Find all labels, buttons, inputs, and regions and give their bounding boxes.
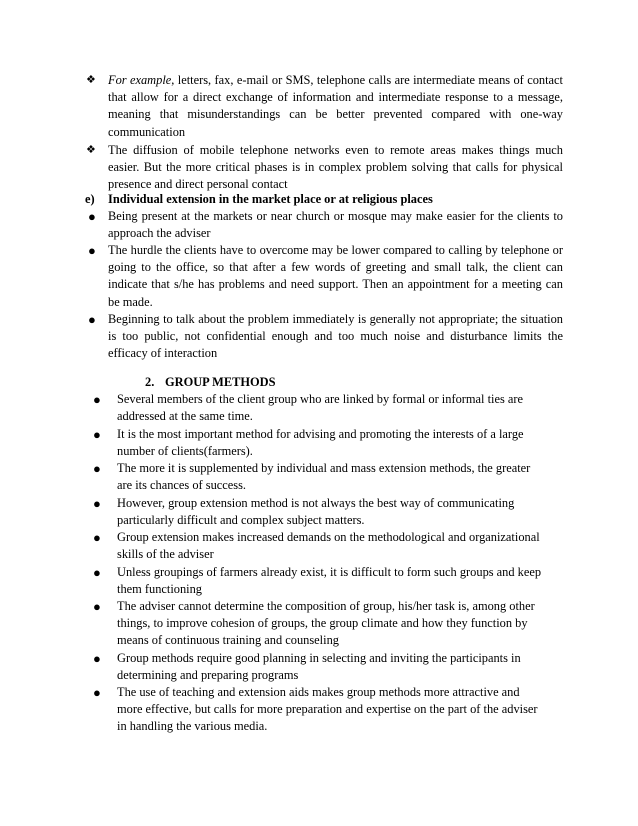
bullet-icon: ● xyxy=(93,650,101,666)
list-item xyxy=(0,529,638,564)
list-item xyxy=(0,598,638,650)
bullet-icon: ● xyxy=(88,243,96,258)
list-item-text: Unless groupings of farmers already exist, it is difficult to form such groups and keep them functioning xyxy=(117,564,542,596)
list-item xyxy=(0,208,638,242)
list-item xyxy=(0,311,638,363)
bullet-icon: ● xyxy=(93,495,101,511)
diamond-list xyxy=(0,72,638,194)
list-item-text: Beginning to talk about the problem immediately is generally not appropriate; the situation is too public, not confidential enough and too much noise and disturbance limits the efficacy of interaction xyxy=(108,312,563,361)
list-item-text: The hurdle the clients have to overcome may be lower compared to calling by telephone or going to the office, so that after a few words of greeting and small talk, the client can indicate that s/he has problems and need support. Then an appointment for a meeting can be made. xyxy=(108,243,563,309)
subheading-text: Individual extension in the market place or at religious places xyxy=(108,192,433,206)
list-item-text: The adviser cannot determine the composition of group, his/her task is, among other things, to improve cohesion of groups, the group climate and how they function by means of continuous training and counseling xyxy=(117,599,535,648)
subheading-label: e) xyxy=(85,192,95,206)
list-item xyxy=(0,650,638,685)
list-item xyxy=(0,426,638,461)
bullet-icon: ● xyxy=(93,599,101,614)
group-methods-list xyxy=(0,391,638,736)
list-item xyxy=(0,684,638,736)
list-item-text: Group extension makes increased demands on the methodological and organizational skills of the adviser xyxy=(117,530,540,562)
list-item xyxy=(0,72,638,142)
bullet-list xyxy=(0,208,638,363)
bullet-icon: ● xyxy=(93,392,101,407)
list-item-text: The use of teaching and extension aids makes group methods more attractive and more effective, but calls for more preparation and expertise on the part of the adviser in handling the various media. xyxy=(117,685,538,734)
list-item xyxy=(0,495,638,530)
subheading xyxy=(0,191,638,209)
bullet-icon: ● xyxy=(88,312,96,327)
list-item-text: For example, letters, fax, e-mail or SMS, telephone calls are intermediate means of contact that allow for a direct exchange of information and intermediate response to a message, meaning that misunderstandings can be better prevented compared with one-way communication xyxy=(108,73,563,139)
bullet-icon: ● xyxy=(93,530,101,545)
list-item-text: However, group extension method is not always the best way of communicating particularly difficult and complex subject matters. xyxy=(117,495,515,527)
list-item-text: The more it is supplemented by individual and mass extension methods, the greater are its chances of success. xyxy=(117,461,531,493)
list-item-text: It is the most important method for advising and promoting the interests of a large number of clients(farmers). xyxy=(117,426,524,458)
bullet-icon: ● xyxy=(93,426,101,442)
section-title: GROUP METHODS xyxy=(165,375,276,389)
list-item xyxy=(0,564,638,599)
list-item xyxy=(0,391,638,426)
bullet-icon: ● xyxy=(88,209,96,224)
diamond-bullet-icon: ❖ xyxy=(86,74,96,86)
list-item xyxy=(0,142,638,194)
list-item xyxy=(0,460,638,495)
section-heading xyxy=(0,374,638,392)
bullet-icon: ● xyxy=(93,685,101,700)
bullet-icon: ● xyxy=(93,564,101,580)
list-item-text: Several members of the client group who are linked by formal or informal ties are addressed at the same time. xyxy=(117,392,523,424)
list-item-text: Group methods require good planning in selecting and inviting the participants in determining and preparing programs xyxy=(117,650,521,682)
list-item xyxy=(0,242,638,311)
section-number: 2. xyxy=(145,375,155,389)
bullet-icon: ● xyxy=(93,461,101,476)
list-item-text: The diffusion of mobile telephone networks even to remote areas makes things much easier. But the more critical phases is in complex problem solving that calls for physical presence and direct personal contact xyxy=(108,143,563,192)
diamond-bullet-icon: ❖ xyxy=(86,144,96,156)
list-item-text: Being present at the markets or near church or mosque may make easier for the clients to approach the adviser xyxy=(108,209,563,241)
